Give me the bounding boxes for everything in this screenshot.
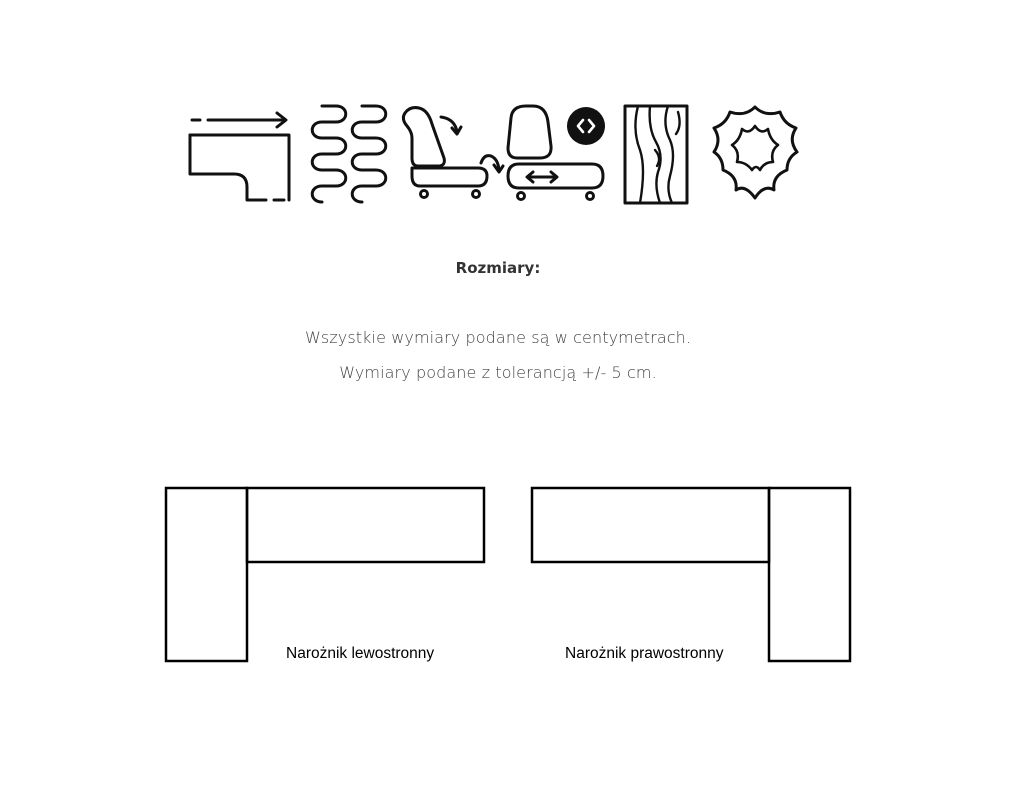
spring-icon [312, 106, 386, 202]
left-corner-sofa-shape [166, 488, 484, 661]
corner-sofa-diagram [0, 470, 1012, 680]
right-corner-caption: Narożnik prawostronny [565, 645, 724, 662]
adjustable-headrest-icon [403, 108, 503, 198]
wood-frame-icon [625, 106, 687, 203]
right-corner-sofa-shape [532, 488, 850, 661]
leather-icon [714, 107, 797, 198]
left-corner-caption: Narożnik lewostronny [286, 645, 435, 662]
tolerance-note: Wymiary podane z tolerancją +/- 5 cm. [339, 363, 657, 382]
sleep-function-icon [508, 106, 605, 200]
feature-icons-row [0, 0, 1012, 220]
corner-size-icon [190, 113, 289, 200]
dimensions-heading: Rozmiary: [455, 259, 541, 277]
units-note: Wszystkie wymiary podane są w centymetrach. [304, 328, 692, 347]
